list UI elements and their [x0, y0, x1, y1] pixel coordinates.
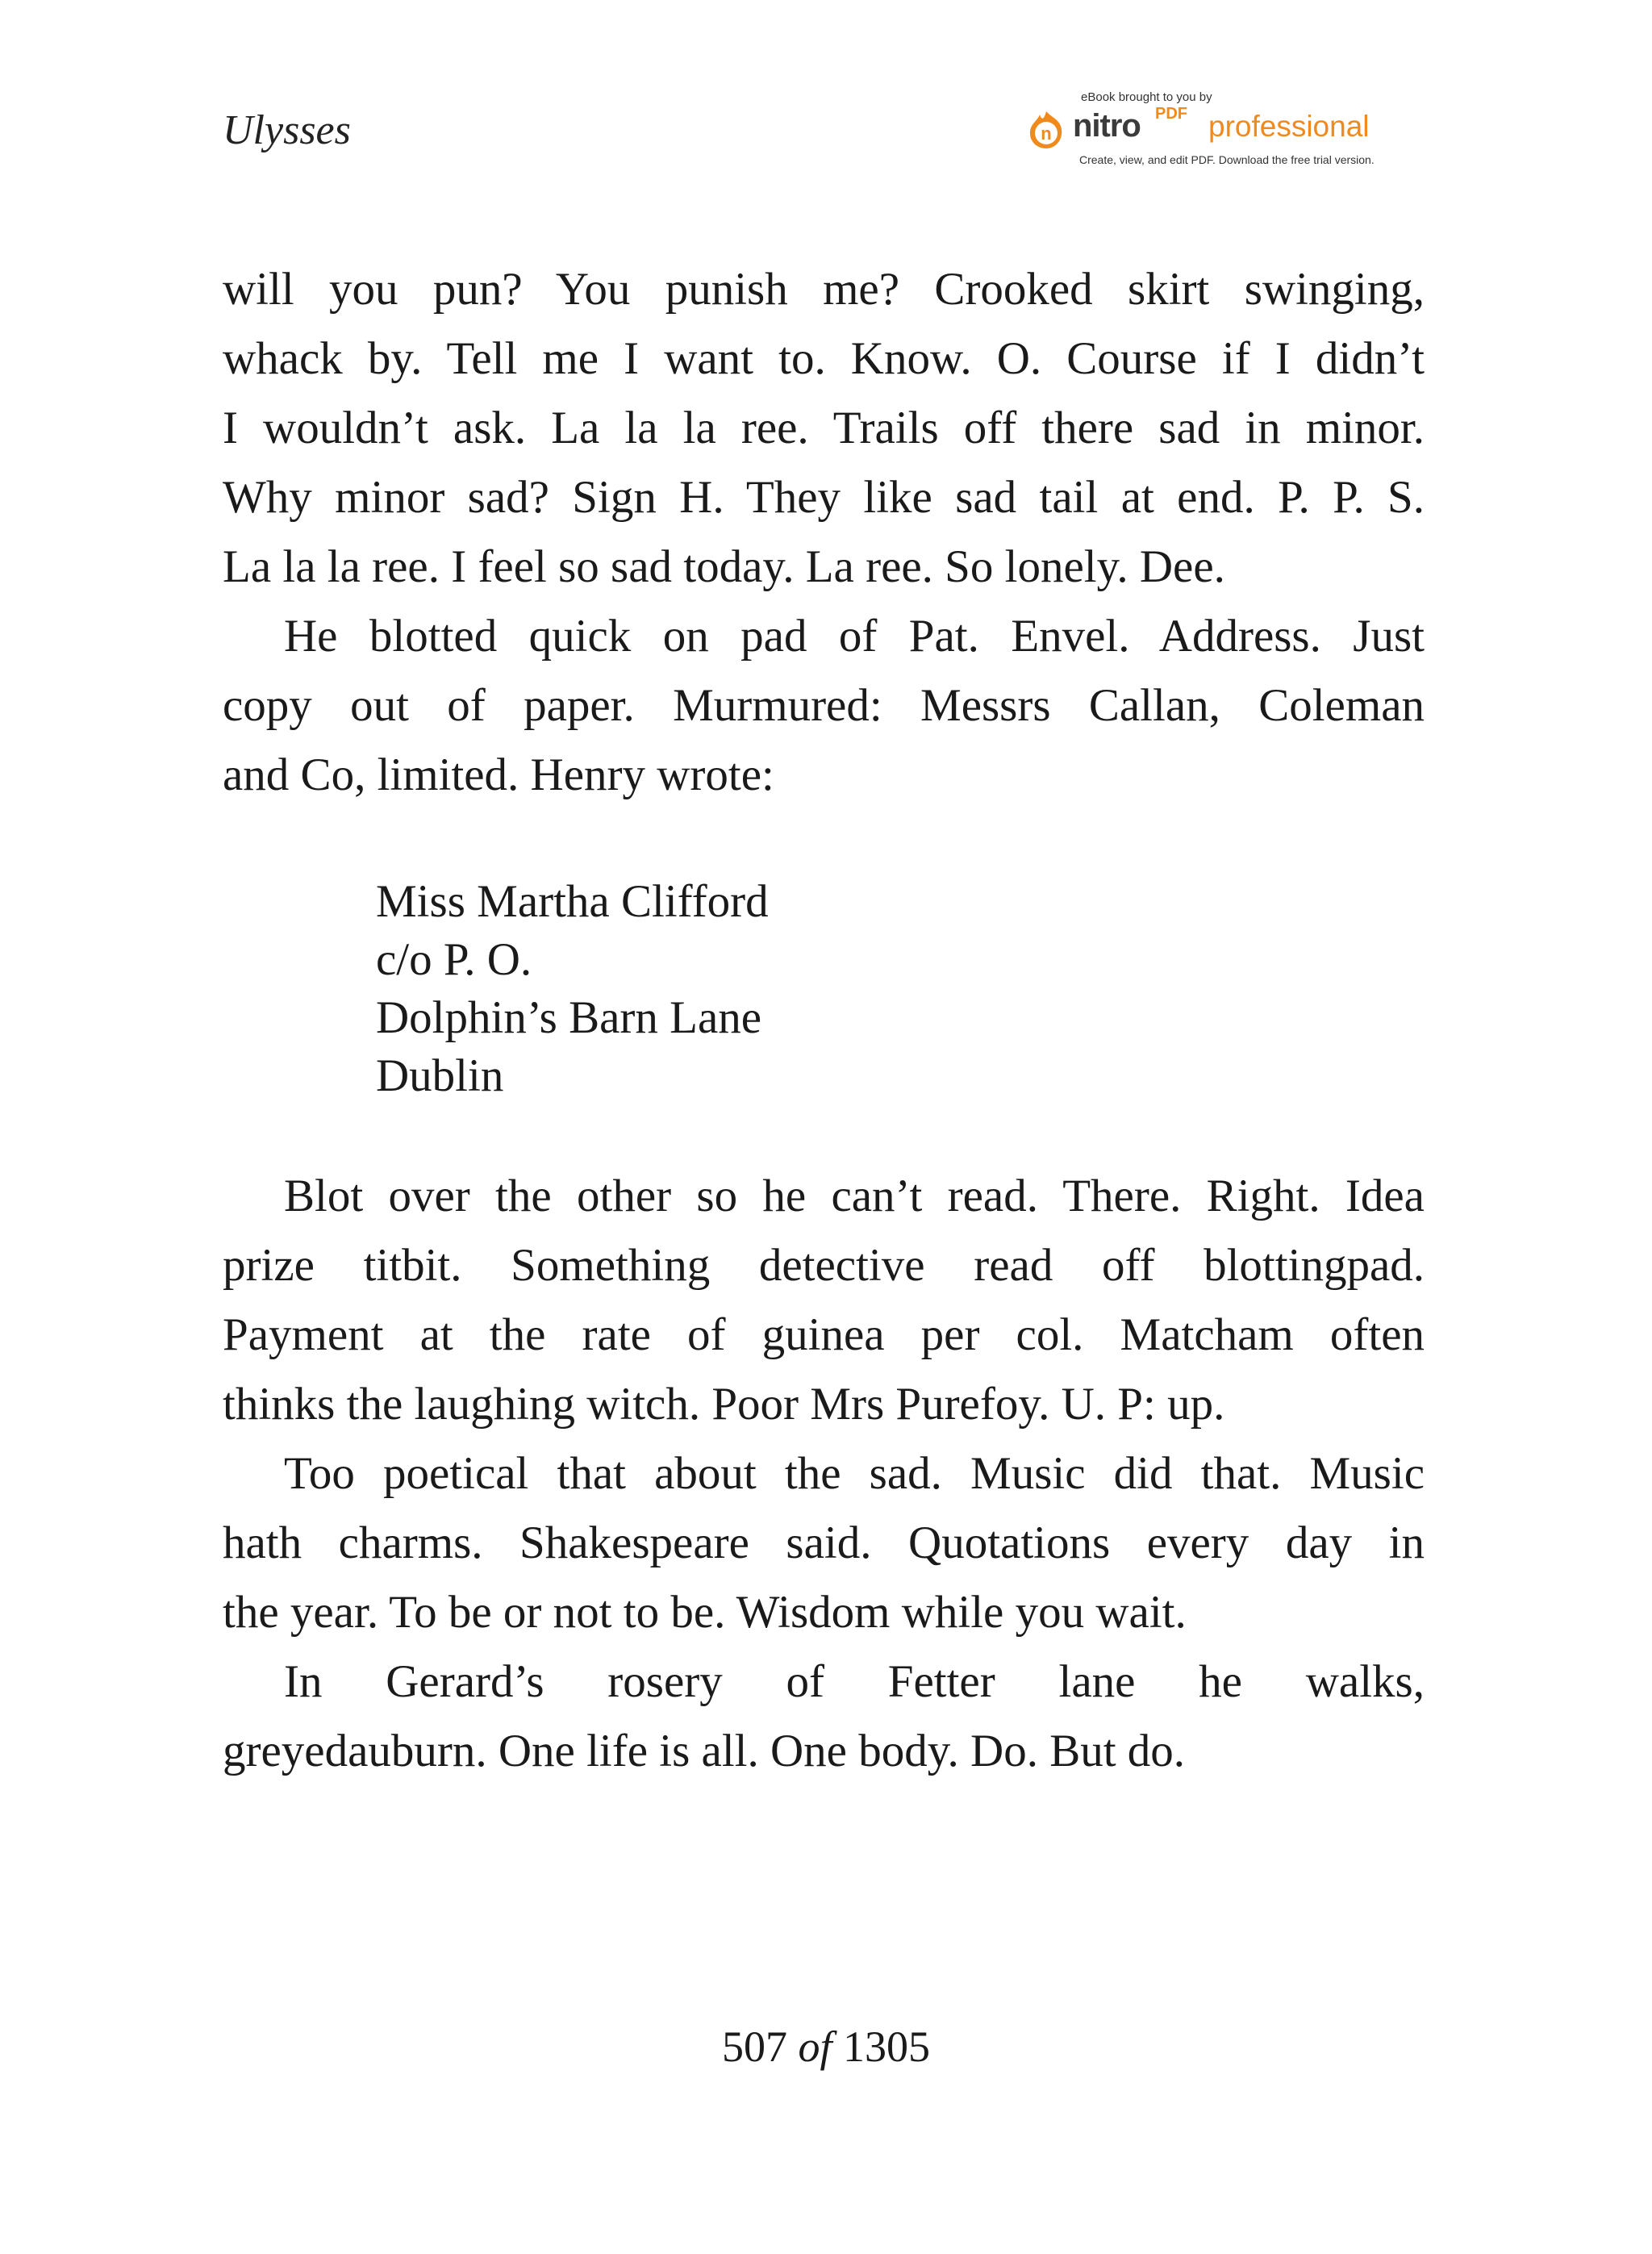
text-line: Payment at the rate of guinea per col. Matcham often	[223, 1309, 1425, 1360]
text-line: prize titbit. Something detective read off blottingpad.	[223, 1240, 1425, 1291]
text-line: hath charms. Shakespeare said. Quotations every day in	[223, 1517, 1425, 1568]
banner-brand: nitro	[1073, 108, 1141, 144]
banner-brand-superscript: PDF	[1155, 105, 1187, 123]
page-of-word: of	[798, 2022, 832, 2071]
banner-product: professional	[1208, 110, 1370, 143]
paragraph-2	[223, 602, 1425, 810]
address-line: c/o P. O.	[376, 934, 532, 985]
svg-text:n: n	[1041, 123, 1052, 144]
text-line: La la la ree. I feel so sad today. La ree. So lonely. Dee.	[223, 541, 1225, 592]
text-line: Why minor sad? Sign H. They like sad tail at end. P. P. S.	[223, 472, 1425, 523]
paragraph-5	[223, 1647, 1425, 1786]
text-line: I wouldn’t ask. La la la ree. Trails off there sad in minor.	[223, 403, 1425, 453]
text-line: and Co, limited. Henry wrote:	[223, 749, 774, 800]
text-line: greyedauburn. One life is all. One body. Do. But do.	[223, 1726, 1186, 1776]
text-line: He blotted quick on pad of Pat. Envel. Address. Just	[284, 611, 1425, 662]
address-line: Dolphin’s Barn Lane	[376, 992, 762, 1043]
text-line: copy out of paper. Murmured: Messrs Callan, Coleman	[223, 680, 1425, 731]
paragraph-1	[223, 255, 1425, 602]
nitro-pdf-banner[interactable]	[1024, 90, 1412, 171]
total-pages: 1305	[843, 2022, 930, 2071]
nitro-flame-logo-icon	[1024, 108, 1068, 152]
text-line: Blot over the other so he can’t read. There. Right. Idea	[284, 1171, 1425, 1221]
text-line: whack by. Tell me I want to. Know. O. Course if I didn’t	[223, 333, 1425, 384]
page-number	[0, 2022, 1652, 2072]
text-line: Too poetical that about the sad. Music did that. Music	[284, 1448, 1425, 1499]
address-block	[376, 873, 769, 1105]
text-line: the year. To be or not to be. Wisdom while you wait.	[223, 1587, 1187, 1638]
banner-tagline: Create, view, and edit PDF. Download the free trial version.	[1079, 153, 1375, 166]
text-line: will you pun? You punish me? Crooked skirt swinging,	[223, 264, 1425, 315]
text-line: In Gerard’s rosery of Fetter lane he walks,	[284, 1656, 1425, 1707]
address-line: Dublin	[376, 1050, 504, 1101]
text-line: thinks the laughing witch. Poor Mrs Purefoy. U. P: up.	[223, 1379, 1225, 1430]
paragraph-3	[223, 1162, 1425, 1439]
address-line: Miss Martha Clifford	[376, 876, 769, 927]
running-title: Ulysses	[223, 107, 351, 153]
banner-top-line: eBook brought to you by	[1081, 90, 1212, 104]
paragraph-4	[223, 1439, 1425, 1647]
current-page: 507	[721, 2022, 787, 2071]
